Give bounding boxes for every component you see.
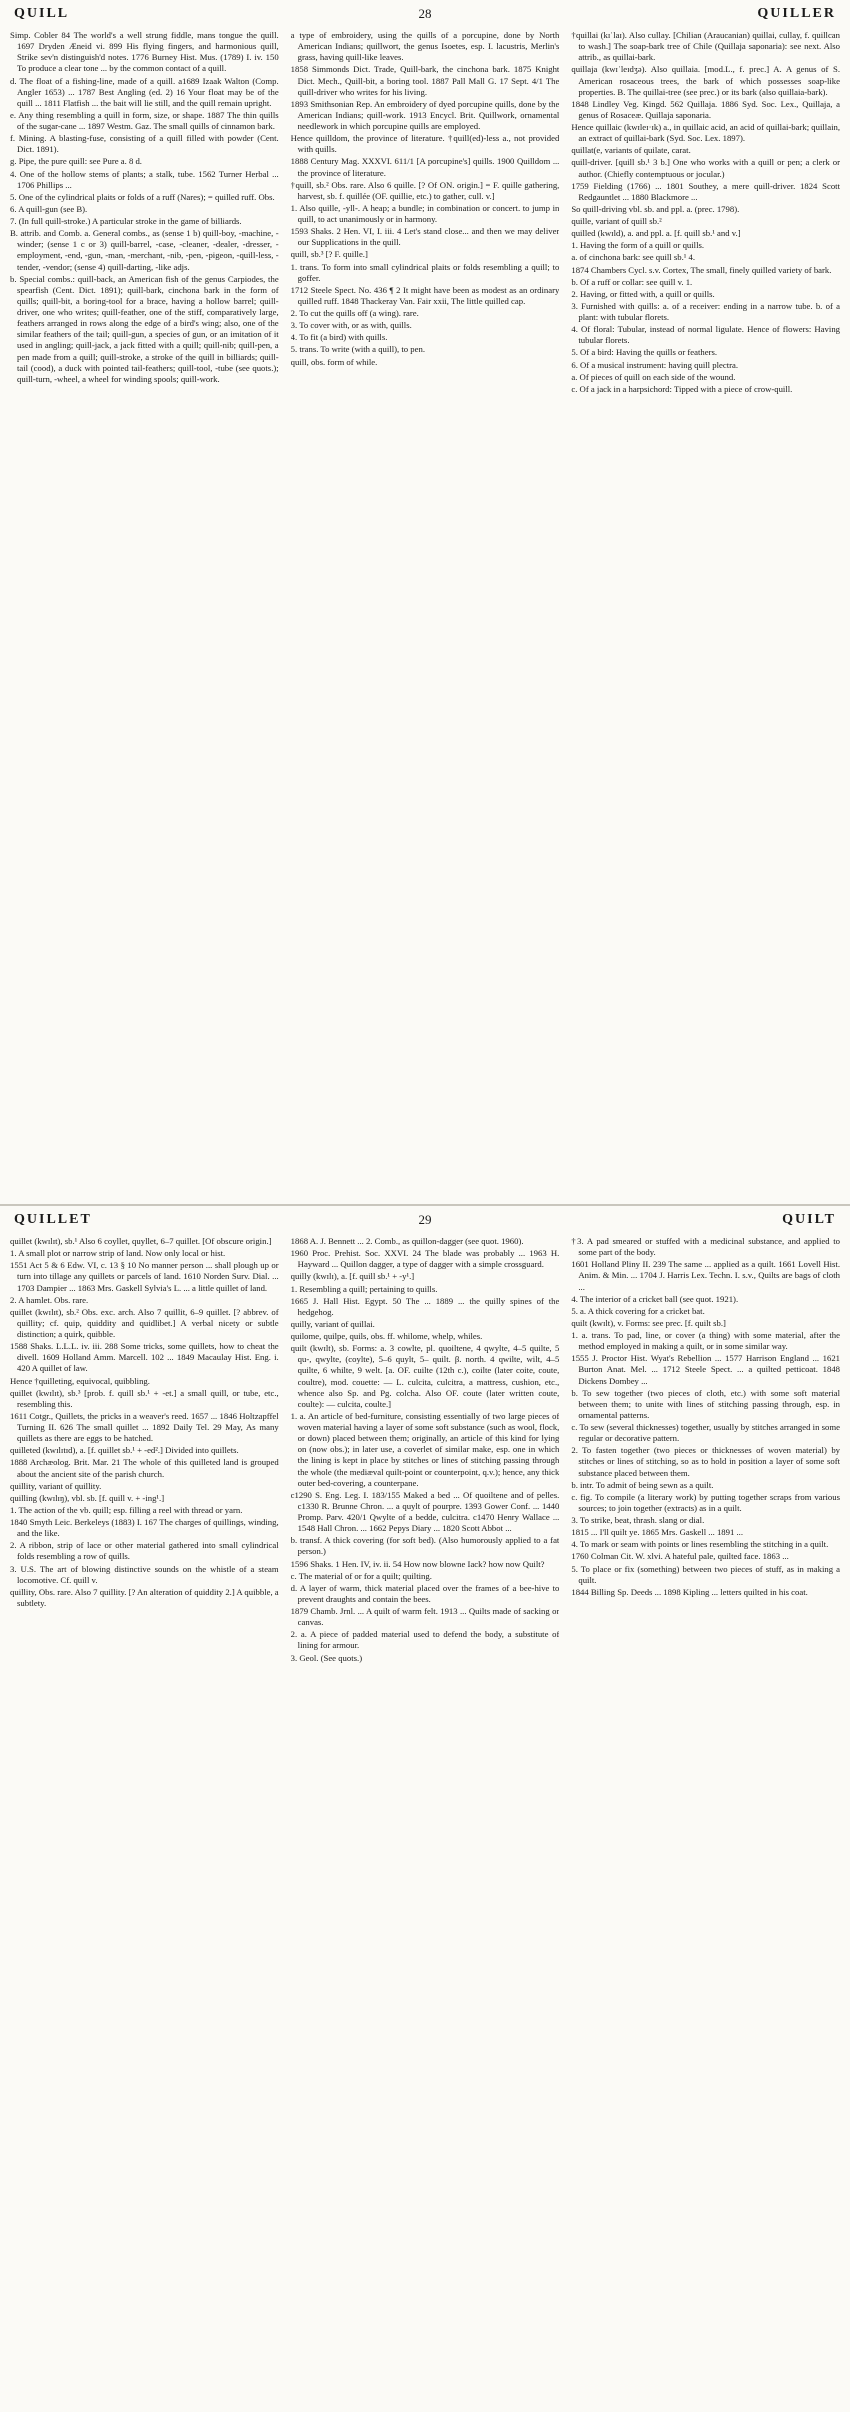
entry: quilling (kwɪlɪŋ), vbl. sb. [f. quill v. + -ing¹.] <box>10 1492 165 1503</box>
entry: 1712 Steele Spect. No. 436 ¶ 2 It might have been as modest as an ordinary quilled ruff. 1848 Thackeray Van. Fair xxii, The little quilled cap. <box>290 284 560 306</box>
entry: b. transf. A thick covering (for soft bed). (Also humorously applied to a fat person.) <box>290 1535 560 1557</box>
header-right-guideword: QUILT <box>782 1212 836 1227</box>
column-2 <box>291 30 560 1198</box>
entry: 1868 A. J. Bennett ... 2. Comb., as quillon-dagger (see quot. 1960). <box>290 1236 524 1246</box>
entry: 1960 Proc. Prehist. Soc. XXVI. 24 The blade was probably ... 1963 H. Hayward ... Quillon dagger, a type of dagger with a simple crossguard. <box>290 1248 560 1270</box>
entry: B. attrib. and Comb. a. General combs., as (sense 1 b) quill-boy, -machine, -winder; (sense 1 c or 3) quill-barrel, -case, -cleaner, -dealer, -dresser, -employment, -end, -gun, -man, -merchant, -nib, -pen, -pigeon, -quill-less, -tender, -vendor; (sense 4) quill-darting, -like adjs. <box>10 228 279 272</box>
entry: †3. A pad smeared or stuffed with a medicinal substance, and applied to some part of the body. <box>571 1236 841 1258</box>
entry: 1601 Holland Pliny II. 239 The same ... applied as a quilt. 1661 Lovell Hist. Anim. & Min. ... 1704 J. Harris Lex. Techn. I. s.v., Quilts are bags of cloth ... <box>571 1259 841 1292</box>
entry: b. To sew together (two pieces of cloth, etc.) with some soft material between them; to unite with lines of stitching passing through, esp. in ornamental patterns. <box>571 1387 841 1420</box>
entry: 5. One of the cylindrical plaits or folds of a ruff (Nares); = quilled ruff. Obs. <box>10 191 275 202</box>
entry: 2. a. A piece of padded material used to defend the body, a substitute of lining for armour. <box>290 1629 560 1651</box>
entry: quillet (kwɪlɪt), sb.¹ Also 6 coyllet, quyllet, 6–7 quillet. [Of obscure origin.] <box>10 1236 272 1246</box>
entry: 1551 Act 5 & 6 Edw. VI, c. 13 § 10 No manner person ... shall plough up or turn into tillage any quillets or parcels of land. 1610 Norden Surv. Dial. ... 1703 Dampier ... 1863 Mrs. Gaskell Sylvia's L. ... a little quillet of land. <box>10 1260 279 1293</box>
entry: 2. To cut the quills off (a wing). rare. <box>290 308 419 318</box>
entry: 1. a. An article of bed-furniture, consisting essentially of two large pieces of woven material having a layer of some soft substance (such as wool, flock, or down) placed between them; originally, an article of this kind for lying on (now obs.); in later use, a coverlet of similar make, esp. one in which the lining is kept in place by stitches or lines of stitching passing through the whole (the mediæval quilt-point or counterpoint, q.v.); hence, any thick outer bed-covering, a counterpane. <box>290 1410 560 1488</box>
column-3 <box>571 30 840 1198</box>
entry: So quill-driving vbl. sb. and ppl. a. (prec. 1798). <box>571 203 740 214</box>
entry: quilled (kwɪld), a. and ppl. a. [f. quill sb.¹ and v.] <box>571 228 741 239</box>
header-left-guideword: QUILL <box>14 6 70 21</box>
entry: 1. Having the form of a quill or quills. <box>571 240 705 251</box>
entry: d. A layer of warm, thick material placed over the frames of a bee-hive to prevent draughts and contain the bees. <box>290 1582 560 1604</box>
entry: quilt (kwɪlt), v. Forms: see prec. [f. quilt sb.] <box>571 1317 726 1328</box>
page-number: 28 <box>418 6 432 21</box>
entry: 1893 Smithsonian Rep. An embroidery of dyed porcupine quills, done by the American Indians; quill-work. 1913 Encycl. Brit. Quillwork, ornamental needlework in which porcupine quills are employed. <box>290 98 560 131</box>
entry: 4. One of the hollow stems of plants; a stalk, tube. 1562 Turner Herbal ... 1706 Phillips ... <box>10 168 279 190</box>
entry: 5. trans. To write (with a quill), to pen. <box>290 344 426 355</box>
entry: 3. Geol. (See quots.) <box>290 1652 363 1663</box>
entry: b. intr. To admit of being sewn as a quilt. <box>571 1479 714 1490</box>
header-left-guideword: QUILLET <box>14 1212 92 1227</box>
entry: 1555 J. Proctor Hist. Wyat's Rebellion ... 1577 Harrison England ... 1621 Burton Anat. Mel. ... 1712 Steele Spect. ... a quilted petticoat. 1848 Dickens Dombey ... <box>571 1353 841 1386</box>
entry: e. Any thing resembling a quill in form, size, or shape. 1887 The thin quills of the sugar-cane ... 1897 Westm. Gaz. The small quills of cinnamon bark. <box>10 109 279 131</box>
entry: 1844 Billing Sp. Deeds ... 1898 Kipling ... letters quilted in his coat. <box>571 1586 808 1597</box>
entry: 1. The action of the vb. quill; esp. filling a reel with thread or yarn. <box>10 1504 243 1515</box>
entry: 1760 Colman Cit. W. xlvi. A hateful pale, quilted face. 1863 ... <box>571 1551 789 1562</box>
entry: †quill, sb.² Obs. rare. Also 6 quille. [? Of ON. origin.] = F. quille gathering, harvest, sb. f. quillée (OF. quillie, etc.) to gather, cull. v.] <box>290 179 560 201</box>
entry: quillity, variant of quillity. <box>10 1480 102 1491</box>
entry: 1. A small plot or narrow strip of land. Now only local or hist. <box>10 1248 226 1259</box>
entry: Hence †quilleting, equivocal, quibbling. <box>10 1375 150 1386</box>
entry: 1. Also quille, -yll-. A heap; a bundle; in combination or concert. to jump in quill, to act unanimously or in harmony. <box>290 202 560 224</box>
entry: a. of cinchona bark: see quill sb.¹ 4. <box>571 252 696 263</box>
entry: c. The material of or for a quilt; quilting. <box>290 1570 432 1581</box>
entry: 5. To place or fix (something) between two pieces of stuff, as in making a quilt. <box>571 1563 841 1585</box>
entry: 1593 Shaks. 2 Hen. VI, I. iii. 4 Let's stand close... and then we may deliver our Supplications in the quill. <box>290 226 560 248</box>
entry: Hence quillaic (kwɪleɪ·ɪk) a., in quillaic acid, an acid of quillai-bark; quillain, an extract of quillai-bark (Syd. Soc. Lex. 1897). <box>571 122 841 144</box>
entry: 1874 Chambers Cycl. s.v. Cortex, The small, finely quilled variety of bark. <box>571 264 832 275</box>
entry: Hence quilldom, the province of literature. †quill(ed)-less a., not provided with quills. <box>290 133 560 155</box>
entry: 1888 Century Mag. XXXVI. 611/1 [A porcupine's] quills. 1900 Quilldom ... the province of literature. <box>290 156 560 178</box>
entry: 3. To strike, beat, thrash. slang or dial. <box>571 1515 705 1525</box>
entry: c1290 S. Eng. Leg. I. 183/155 Maked a bed ... Of quoiltene and of pelles. c1330 R. Brunne Chron. ... a quylt of pourpre. 1393 Gower Conf. ... 1440 Promp. Parv. 420/1 Qwylte of a bedde, culcitra. c1470 Henry Wallace ... 1548 Hall Chron. ... 1662 Pepys Diary ... 1820 Scott Abbot ... <box>290 1489 560 1534</box>
entry: quilleted (kwɪlɪtɪd), a. [f. quillet sb.¹ + -ed².] Divided into quillets. <box>10 1445 239 1456</box>
entry: 5. Of a bird: Having the quills or feathers. <box>571 347 718 358</box>
entry: 2. Having, or fitted with, a quill or quills. <box>571 288 715 299</box>
column-1 <box>10 30 279 1198</box>
entry: quilly (kwɪlɪ), a. [f. quill sb.¹ + -y¹.] <box>290 1271 415 1282</box>
entry: 1588 Shaks. L.L.L. iv. iii. 288 Some tricks, some quillets, how to cheat the divell. 1609 Holland Amm. Marcell. 102 ... 1849 Macaulay Hist. Eng. i. 420 A quillet of law. <box>10 1341 279 1374</box>
entry: 4. To mark or seam with points or lines resembling the stitching in a quilt. <box>571 1539 829 1550</box>
entry: quillat(e, variants of quilate, carat. <box>571 145 691 156</box>
entry: 1888 Archæolog. Brit. Mar. 21 The whole of this quilleted land is grouped about the ancient site of the parish church. <box>10 1457 279 1479</box>
entry: f. Mining. A blasting-fuse, consisting of a quill filled with powder (Cent. Dict. 1891). <box>10 133 279 155</box>
entry: 1. trans. To form into small cylindrical plaits or folds resembling a quill; to goffer. <box>290 261 560 283</box>
entry: Simp. Cobler 84 The world's a well strung fiddle, mans tongue the quill. 1697 Dryden Æneid vi. 899 His flying fingers, and harmonious quill, Strike sev'n distinguish'd notes. 1776 Burney Hist. Mus. (1789) I. iv. 150 To produce a clear tone ... by the common contact of a quill. <box>10 30 279 74</box>
entry: †quillai (kɪˈlaɪ). Also cullay. [Chilian (Araucanian) quillai, cullay, f. quillcan to wash.] The soap-bark tree of Chile (Quillaja saponaria): see next. Also attrib., as quillai-bark. <box>571 30 841 63</box>
entry: 2. A ribbon, strip of lace or other material gathered into small cylindrical folds resembling a row of quills. <box>10 1540 279 1562</box>
entry: quille, variant of quill sb.² <box>571 216 662 226</box>
entry: c. Of a jack in a harpsichord: Tipped with a piece of crow-quill. <box>571 383 793 394</box>
entry: 6. Of a musical instrument: having quill plectra. <box>571 359 739 370</box>
entry: 3. To cover with, or as with, quills. <box>290 320 412 331</box>
entry: 1815 ... I'll quilt ye. 1865 Mrs. Gaskell ... 1891 ... <box>571 1527 744 1538</box>
entry: 4. The interior of a cricket ball (see quot. 1921). <box>571 1293 739 1304</box>
entry: 3. U.S. The art of blowing distinctive sounds on the whistle of a steam locomotive. Cf. quill v. <box>10 1563 279 1585</box>
entry: 1858 Simmonds Dict. Trade, Quill-bark, the cinchona bark. 1875 Knight Dict. Mech., Quill-bit, a boring tool. 1887 Pall Mall G. 17 Sept. 4/1 The quill-driver who writes for his living. <box>290 64 560 97</box>
entry: 7. (In full quill-stroke.) A particular stroke in the game of billiards. <box>10 216 242 226</box>
entry: 1848 Lindley Veg. Kingd. 562 Quillaja. 1886 Syd. Soc. Lex., Quillaja, a genus of Rosaceæ. Quillaja saponaria. <box>571 98 841 120</box>
column-3 <box>571 1236 840 2406</box>
entry: quillet (kwɪlɪt), sb.² Obs. exc. arch. Also 7 quillit, 6–9 quillet. [? abbrev. of quillity; cf. quip, quiddity and quidlibet.] A verbal nicety or subtle distinction; a quirk, quibble. <box>10 1306 279 1339</box>
column-2 <box>291 1236 560 2406</box>
entry: quillet (kwɪlɪt), sb.³ [prob. f. quill sb.¹ + -et.] a small quill, or tube, etc., resembling this. <box>10 1387 279 1409</box>
entry: 3. Furnished with quills: a. of a receiver: ending in a narrow tube. b. of a plant: with tubular florets. <box>571 300 841 322</box>
text-columns <box>10 30 840 1198</box>
entry: quillity, Obs. rare. Also 7 quillity. [? An alteration of quiddity 2.] A quibble, a subtlety. <box>10 1586 279 1608</box>
entry: quilome, quilpe, quils, obs. ff. whilome, whelp, whiles. <box>290 1331 483 1341</box>
dictionary-page-29 <box>0 1206 850 2412</box>
header-right-guideword: QUILLER <box>757 6 836 21</box>
entry: a. Of pieces of quill on each side of the wound. <box>571 371 736 382</box>
entry: quillaja (kwɪˈleɪdʒə). Also quillaia. [mod.L., f. prec.] A. A genus of S. American rosaceous trees, the bark of which possesses soap-like properties. B. The quillai-tree (see prec.) or its bark (also quillaia-bark). <box>571 64 841 97</box>
entry: 2. To fasten together (two pieces or thicknesses of woven material) by stitches or lines of stitching, so as to hold in position a layer of some soft substance placed between them. <box>571 1445 841 1478</box>
entry: quill-driver. [quill sb.¹ 3 b.] One who works with a quill or pen; a clerk or author. (Chiefly contemptuous or jocular.) <box>571 157 841 179</box>
entry: 1. Resembling a quill; pertaining to quills. <box>290 1283 438 1294</box>
page-header <box>14 1212 836 1232</box>
entry: quilly, variant of quillai. <box>290 1318 375 1329</box>
entry: 4. To fit (a bird) with quills. <box>290 332 388 343</box>
entry: 6. A quill-gun (see B). <box>10 203 88 214</box>
entry: a type of embroidery, using the quills of a porcupine, done by North American Indians; quillwort, the genus Isoetes, esp. I. lacustris, Merlin's grass, having quill-like leaves. <box>290 30 560 63</box>
entry: 1665 J. Hall Hist. Egypt. 50 The ... 1889 ... the quilly spines of the hedgehog. <box>290 1295 560 1317</box>
entry: 1840 Smyth Leic. Berkeleys (1883) I. 167 The charges of quillings, winding, and the like. <box>10 1517 279 1539</box>
entry: 5. a. A thick covering for a cricket bat. <box>571 1305 705 1316</box>
entry: b. Of a ruff or collar: see quill v. 1. <box>571 276 693 287</box>
entry: quilt (kwɪlt), sb. Forms: a. 3 cowlte, pl. quoiltene, 4 qwylte, 4–5 quilte, 5 qu-, qwylte, (coylte), 5–6 quylt, 5– quilt. β. north. 4 qwilte, wilt, 4–5 quilte, 6 whilte, 9 welt. [a. OF. cuilte (12th c.), coilte (later coite, coute, coultre), mod. couette: — L. culcita, culcitra, a mattress, cushion, etc., whence also Sp. and Pg. colcha. Also OF. coute (later written coute, coulte): — culcita, coulte.] <box>290 1343 560 1409</box>
entry: quill, sb.³ [? F. quille.] <box>290 249 368 260</box>
page-header <box>14 6 836 26</box>
entry: 1879 Chamb. Jrnl. ... A quilt of warm felt. 1913 ... Quilts made of sacking or canvas. <box>290 1606 560 1628</box>
page-number: 29 <box>418 1212 432 1227</box>
entry: 2. A hamlet. Obs. rare. <box>10 1294 89 1305</box>
entry: 1611 Cotgr., Quillets, the pricks in a weaver's reed. 1657 ... 1846 Holtzapffel Turning II. 626 The small quillet ... 1892 Daily Tel. 29 May, As many quillets as there are eggs to be hatched. <box>10 1410 279 1444</box>
entry: g. Pipe, the pure quill: see Pure a. 8 d. <box>10 156 142 167</box>
text-columns <box>10 1236 840 2406</box>
entry: c. To sew (several thicknesses) together, usually by stitches arranged in some regular or decorative pattern. <box>571 1422 841 1444</box>
entry: d. The float of a fishing-line, made of a quill. a1689 Izaak Walton (Comp. Angler 1653) ... 1787 Best Angling (ed. 2) 16 Your float may be of the quill ... 1811 Flatfish ... the bait will lie still, and the quill remain upright. <box>10 75 279 108</box>
entry: 1. a. trans. To pad, line, or cover (a thing) with some material, after the method employed in making a quilt, or in some similar way. <box>571 1330 841 1352</box>
entry: 1759 Fielding (1766) ... 1801 Southey, a mere quill-driver. 1824 Scott Redgauntlet ... 1880 Blackmore ... <box>571 180 841 202</box>
entry: 1596 Shaks. 1 Hen. IV, iv. ii. 54 How now blowne Iack? how now Quilt? <box>290 1558 545 1569</box>
entry: 4. Of floral: Tubular, instead of normal ligulate. Hence of flowers: Having tubular florets. <box>571 324 841 346</box>
entry: quill, obs. form of while. <box>290 356 378 367</box>
entry: c. fig. To compile (a literary work) by putting together scraps from various sources; to join together (extracts) as in a quilt. <box>571 1491 841 1513</box>
column-1 <box>10 1236 279 2406</box>
entry: b. Special combs.: quill-back, an American fish of the genus Carpiodes, the spearfish (Cent. Dict. 1891); quill-bark, cinchona bark in the form of quills; quill-bit, a boring-tool for a brace, having a hollow barrel; quill-driver, one who writes; quill-feather, one of the stiff, comparatively large, feathers arranged in rows along the edge of a bird's wing; also, one of the similar feathers of the tail; quill-gun, a species of gun, or an imitation of it used in angling; quill-jack, a jack fitted with a quill; quill-nib; quill-pen, a pen made from a quill; quill-stroke, a stroke of the quill in billiards; quill-tail (cood), a duck with pointed tail-feathers; quill-tool, -tube (see quots.); quill-turn, -wheel, a wheel for winding spools; quill-work. <box>10 273 279 384</box>
